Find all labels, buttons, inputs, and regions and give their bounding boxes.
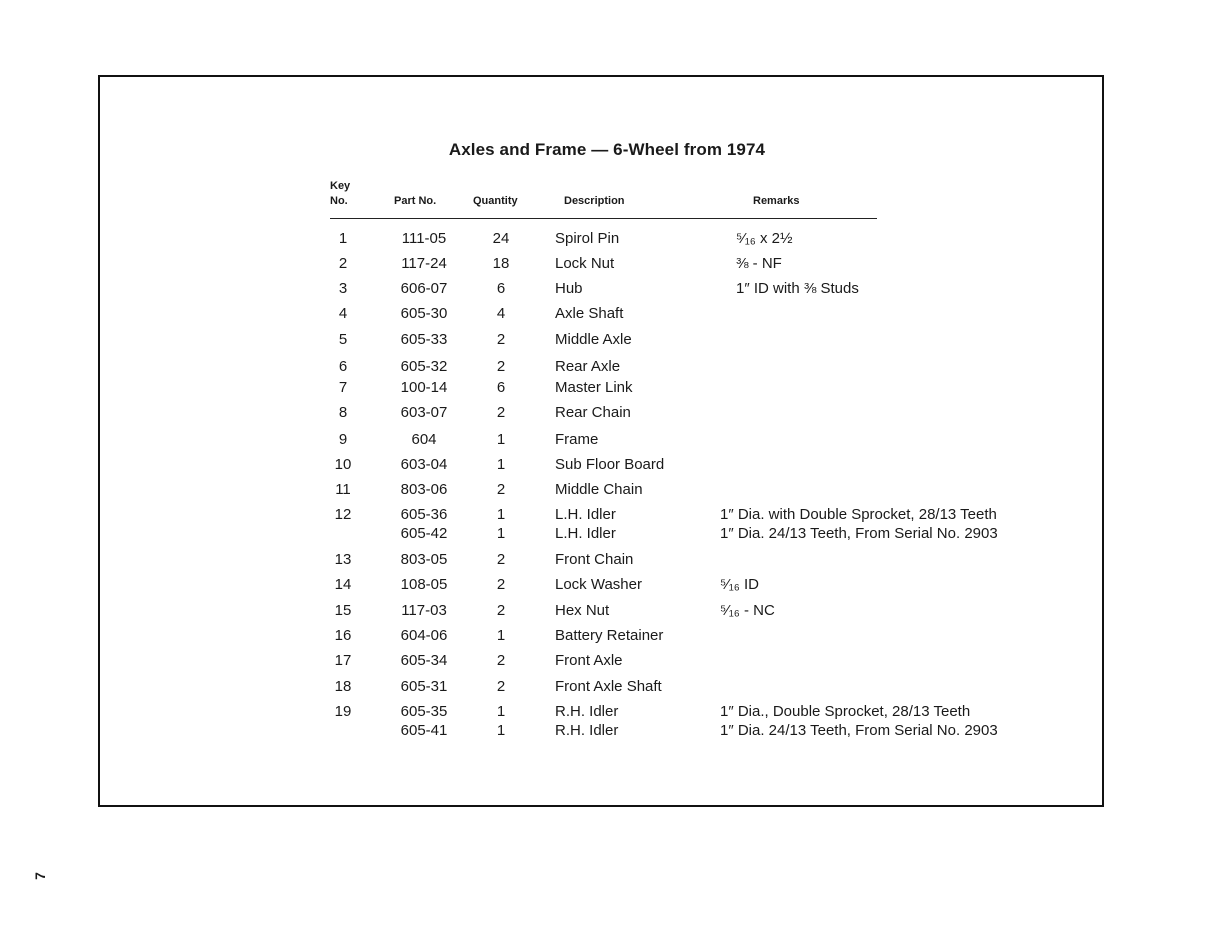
header-quantity: Quantity [473, 195, 518, 207]
table-row [0, 455, 1210, 474]
table-row [0, 721, 1210, 740]
part-no: 604 [411, 431, 437, 448]
description: Master Link [555, 379, 633, 396]
key-no: 5 [338, 331, 348, 348]
remarks: 1″ Dia. with Double Sprocket, 28/13 Teeth [720, 506, 997, 523]
description: Middle Chain [555, 481, 643, 498]
quantity: 2 [496, 358, 506, 375]
page-number: 7 [31, 872, 48, 880]
table-row [0, 403, 1210, 422]
table-row [0, 254, 1210, 273]
part-no: 603-07 [400, 404, 448, 421]
quantity: 2 [496, 602, 506, 619]
part-no: 803-06 [400, 481, 448, 498]
key-no: 1 [338, 230, 348, 247]
part-no: 108-05 [400, 576, 448, 593]
quantity: 6 [496, 280, 506, 297]
key-no: 16 [334, 627, 352, 644]
description: Middle Axle [555, 331, 632, 348]
description: Sub Floor Board [555, 456, 665, 473]
part-no: 604-06 [400, 627, 448, 644]
table-row [0, 651, 1210, 670]
part-no: 605-31 [400, 678, 448, 695]
quantity: 2 [496, 404, 506, 421]
part-no: 605-42 [400, 525, 448, 542]
page-title: Axles and Frame — 6-Wheel from 1974 [448, 140, 766, 159]
description: Frame [555, 431, 599, 448]
description: Lock Washer [555, 576, 642, 593]
quantity: 6 [496, 379, 506, 396]
description: Battery Retainer [555, 627, 664, 644]
quantity: 2 [496, 652, 506, 669]
part-no: 605-34 [400, 652, 448, 669]
part-no: 605-35 [400, 703, 448, 720]
part-no: 605-30 [400, 305, 448, 322]
key-no: 8 [338, 404, 348, 421]
key-no: 7 [338, 379, 348, 396]
table-row [0, 480, 1210, 499]
description: R.H. Idler [555, 703, 619, 720]
key-no: 10 [334, 456, 352, 473]
table-row [0, 279, 1210, 298]
part-no: 117-03 [401, 602, 447, 619]
part-no: 605-32 [400, 358, 448, 375]
quantity: 2 [496, 551, 506, 568]
remarks: ⁵⁄₁₆ ID [720, 576, 760, 593]
quantity: 18 [492, 255, 510, 272]
key-no: 12 [334, 506, 352, 523]
key-no: 6 [338, 358, 348, 375]
table-row [0, 330, 1210, 349]
header-description: Description [564, 195, 625, 207]
part-no: 100-14 [400, 379, 448, 396]
table-row [0, 677, 1210, 696]
description: Front Axle Shaft [555, 678, 662, 695]
remarks: 1″ ID with ⅜ Studs [736, 280, 859, 297]
description: Front Axle [555, 652, 623, 669]
part-no: 605-41 [400, 722, 448, 739]
key-no: 17 [334, 652, 352, 669]
quantity: 1 [496, 456, 506, 473]
header-key-line1: Key [330, 180, 351, 192]
quantity: 1 [496, 525, 506, 542]
description: Lock Nut [555, 255, 615, 272]
description: Hex Nut [555, 602, 610, 619]
key-no: 3 [338, 280, 348, 297]
key-no: 2 [338, 255, 348, 272]
key-no: 13 [334, 551, 352, 568]
table-row [0, 357, 1210, 376]
remarks: 1″ Dia., Double Sprocket, 28/13 Teeth [720, 703, 971, 720]
key-no: 11 [335, 481, 351, 498]
part-no: 605-36 [400, 506, 448, 523]
table-row [0, 524, 1210, 543]
part-no: 603-04 [400, 456, 448, 473]
description: Rear Axle [555, 358, 621, 375]
header-key-line2: No. [330, 195, 348, 207]
description: Front Chain [555, 551, 634, 568]
key-no: 4 [338, 305, 348, 322]
remarks: 1″ Dia. 24/13 Teeth, From Serial No. 2903 [720, 722, 998, 739]
header-part-no: Part No. [394, 195, 437, 207]
quantity: 1 [496, 703, 506, 720]
table-row [0, 378, 1210, 397]
table-row [0, 575, 1210, 594]
key-no: 14 [334, 576, 352, 593]
quantity: 2 [496, 678, 506, 695]
quantity: 24 [492, 230, 510, 247]
remarks: ⁵⁄₁₆ x 2½ [736, 230, 793, 247]
part-no: 117-24 [401, 255, 447, 272]
part-no: 606-07 [400, 280, 448, 297]
table-row [0, 229, 1210, 248]
quantity: 2 [496, 576, 506, 593]
description: Spirol Pin [555, 230, 620, 247]
description: R.H. Idler [555, 722, 619, 739]
remarks: ⁵⁄₁₆ - NC [720, 602, 775, 619]
quantity: 1 [496, 722, 506, 739]
table-row [0, 702, 1210, 721]
quantity: 1 [496, 431, 506, 448]
remarks: 1″ Dia. 24/13 Teeth, From Serial No. 2903 [720, 525, 998, 542]
remarks: ⅜ - NF [736, 255, 782, 272]
header-remarks: Remarks [753, 195, 800, 207]
quantity: 4 [496, 305, 506, 322]
part-no: 111-05 [401, 230, 447, 247]
description: Axle Shaft [555, 305, 624, 322]
key-no: 9 [338, 431, 348, 448]
quantity: 2 [496, 331, 506, 348]
quantity: 1 [496, 506, 506, 523]
part-no: 803-05 [400, 551, 448, 568]
key-no: 19 [334, 703, 352, 720]
table-row [0, 550, 1210, 569]
table-row [0, 626, 1210, 645]
quantity: 1 [496, 627, 506, 644]
quantity: 2 [496, 481, 506, 498]
table-row [0, 505, 1210, 524]
part-no: 605-33 [400, 331, 448, 348]
key-no: 18 [334, 678, 352, 695]
key-no: 15 [334, 602, 352, 619]
table-row [0, 430, 1210, 449]
description: L.H. Idler [555, 525, 616, 542]
description: Rear Chain [555, 404, 631, 421]
table-row [0, 304, 1210, 323]
table-row [0, 601, 1210, 620]
description: Hub [555, 280, 583, 297]
description: L.H. Idler [555, 506, 616, 523]
